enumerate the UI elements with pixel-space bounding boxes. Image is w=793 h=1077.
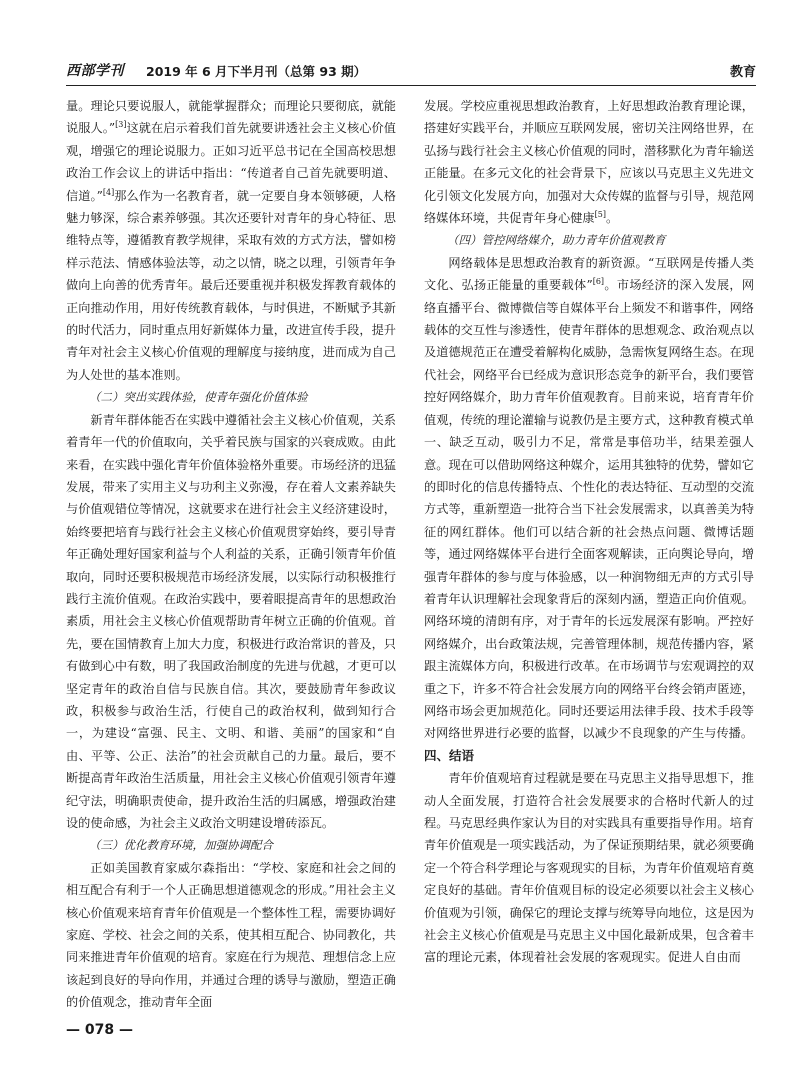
section-label: 教育 <box>729 65 756 80</box>
subsection-heading: （三）优化教育环境，加强协调配合 <box>89 838 273 853</box>
header-rule <box>66 85 756 86</box>
issue-info: 2019 年 6 月下半月刊（总第 93 期） <box>146 64 367 79</box>
right-column <box>424 95 754 969</box>
citation-ref: [4] <box>102 187 115 197</box>
left-column <box>66 95 396 1014</box>
page-number: — 078 — <box>66 1022 133 1038</box>
paragraph: 发展。学校应重视思想政治教育，上好思想政治教育理论课，搭建好实践平台，并顺应互联网发展，密切关注网络世界，在弘扬与践行社会主义核心价值观的同时，潜移默化为青年输送正能量。在多元文化的社会背景下，应该以马克思主义先进文化引领文化发展方向，加强对大众传媒的监督与引导，规范网络媒体环境，共促青年身心健康[5]。 <box>424 99 754 226</box>
paragraph: 正如美国教育家威尔森指出：“学校、家庭和社会之间的相互配合有利于一个人正确思想道德观念的形成。”用社会主义核心价值观来培育青年价值观是一个整体性工程，需要协调好家庭、学校、社会之间的关系，使其相互配合、协同教化，共同来推进青年价值观的培育。家庭在行为规范、理想信念上应该起到良好的导向作用，并通过合理的诱导与激励，塑造正确的价值观念，推动青年全面 <box>66 860 396 1010</box>
paragraph: 青年价值观培育过程就是要在马克思主义指导思想下，推动人全面发展，打造符合社会发展要求的合格时代新人的过程。马克思经典作家认为目的对实践具有重要指导作用。培育青年价值观是一项实践活动，为了保证预期结果，就必须要确定一个符合科学理论与客观现实的目标，为青年价值观培育奠定良好的基础。青年价值观目标的设定必须要以社会主义核心价值观为引领，确保它的理论支撑与统筹导向地位，这是因为社会主义核心价值观是马克思主义中国化最新成果，包含着丰富的理论元素，体现着社会发展的客观现实。促进人自由而 <box>424 771 754 965</box>
section-heading: 四、结语 <box>424 747 475 763</box>
paragraph: 量。理论只要说服人，就能掌握群众；而理论只要彻底，就能说服人。”[3]这就在启示着我们首先就要讲透社会主义核心价值观，增强它的理论说服力。正如习近平总书记在全国高校思想政治工作会议上的讲话中指出：“传道者自己首先就要明道、信道。”[4]那么作为一名教育者，就一定要自身本领够硬，人格魅力够深，综合素养够强。其次还要针对青年的身心特征、思维特点等，遵循教育教学规律，采取有效的方式方法，譬如榜样示范法、情感体验法等，动之以情，晓之以理，引领青年争做向上向善的优秀青年。最后还要重视并积极发挥教育载体的正向推动作用，用好传统教育载体，与时俱进，不断赋予其新的时代活力，同时重点用好新媒体力量，改进宣传手段，提升青年对社会主义核心价值观的理解度与接纳度，进而成为自己为人处世的基本准则。 <box>66 99 396 382</box>
citation-ref: [6] <box>592 277 605 287</box>
subsection-heading: （二）突出实践体验，使青年强化价值体验 <box>89 390 308 405</box>
citation-ref: [3] <box>115 120 127 130</box>
journal-logo: 西部学刊 <box>66 63 124 79</box>
subsection-heading: （四）管控网络媒介，助力青年价值观教育 <box>447 233 666 248</box>
paragraph: 网络载体是思想政治教育的新资源。“互联网是传播人类文化、弘扬正能量的重要载体”[6]。市场经济的深入发展，网络直播平台、微博微信等自媒体平台上频发不和谐事件，网络载体的交互性与渗透性，使青年群体的思想观念、政治观点以及道德规范正在遭受着解构化威胁，急需恢复网络生态。在现代社会，网络平台已经成为意识形态竞争的新平台，我们要管控好网络媒介，助力青年价值观教育。目前来说，培育青年价值观，传统的理论灌输与说教仍是主要方式，这种教育模式单一、缺乏互动，吸引力不足，常常是事倍功半，结果差强人意。现在可以借助网络这种媒介，运用其独特的优势，譬如它的即时化的信息传播特点、个性化的表达特征、互动型的交流方式等，重新塑造一批符合当下社会发展需求，以真善美为特征的网红群体。他们可以结合新的社会热点问题、微博话题等，通过网络媒体平台进行全面客观解读，正向舆论导向，增强青年群体的参与度与体验感，以一种润物细无声的方式引导着青年认识理解社会现象背后的深刻内涵，塑造正向价值观。网络环境的清朗有序，对于青年的长远发展深有影响。严控好网络媒介，出台政策法规，完善管理体制，规范传播内容，紧跟主流媒体方向，积极进行改革。在市场调节与宏观调控的双重之下，许多不符合社会发展方向的网络平台终会销声匿迹，网络市场会更加规范化。同时还要运用法律手段、技术手段等对网络世界进行必要的监督，以减少不良现象的产生与传播。 <box>424 255 755 741</box>
citation-ref: [5] <box>594 209 606 219</box>
paragraph: 新青年群体能否在实践中遵循社会主义核心价值观，关系着青年一代的价值取向，关乎着民族与国家的兴衰成败。由此来看，在实践中强化青年价值体验格外重要。市场经济的迅猛发展，带来了实用主义与功利主义弥漫，存在着人文素养缺失与价值观错位等情况，这就要求在进行社会主义经济建设时，始终要把培育与践行社会主义核心价值观贯穿始终，要引导青年正确处理好国家利益与个人利益的关系，正确引领青年价值取向，同时还要积极规范市场经济发展，以实际行动积极推行践行主流价值观。在政治实践中，要着眼提高青年的思想政治素质，用社会主义核心价值观帮助青年树立正确的价值观。首先，要在国情教育上加大力度，积极进行政治常识的普及，只有做到心中有数，明了我国政治制度的先进与优越，才更可以坚定青年的政治自信与民族自信。其次，要鼓励青年参政议政，积极参与政治生活，行使自己的政治权利，做到知行合一，为建设“富强、民主、文明、和谐、美丽”的国家和“自由、平等、公正、法治”的社会贡献自己的力量。最后，要不断提高青年政治生活质量，用社会主义核心价值观引领青年遵纪守法，明确职责使命，提升政治生活的归属感，增强政治建设的使命感，为社会主义政治文明建设增砖添瓦。 <box>66 412 396 830</box>
running-header <box>66 58 756 84</box>
